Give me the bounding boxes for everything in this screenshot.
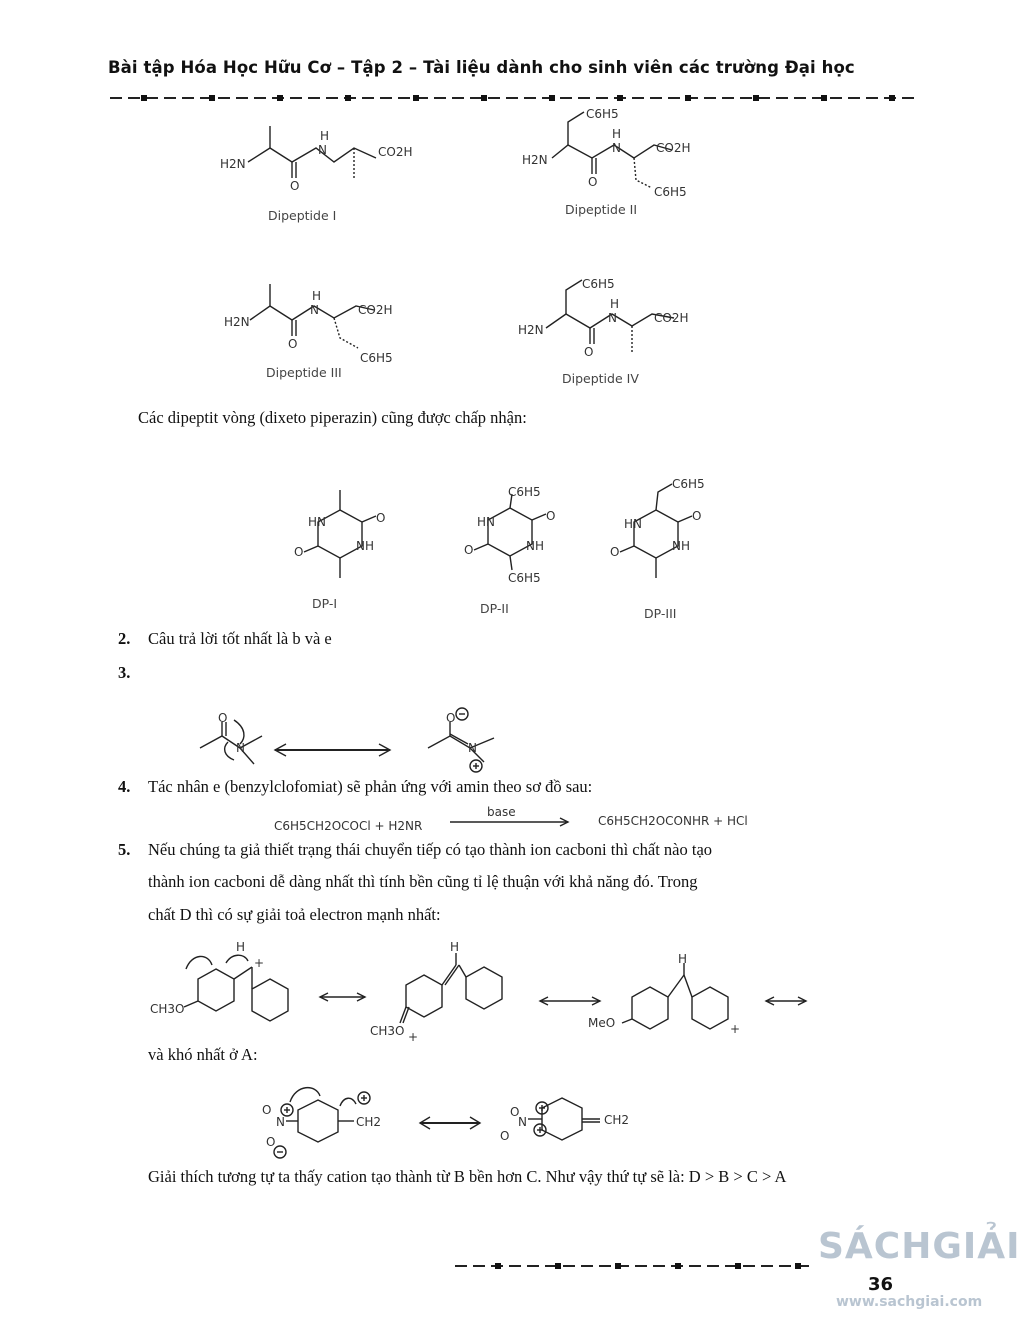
cyclic-intro-text: Các dipeptit vòng (dixeto piperazin) cũng được chấp nhận: xyxy=(138,408,527,427)
dp3-nh: H xyxy=(312,289,322,303)
dp-i-label: DP-I xyxy=(312,596,338,611)
q4-text: Tác nhân e (benzylclofomiat) sẽ phản ứng với amin theo sơ đồ sau: xyxy=(148,777,593,796)
dipeptide-ii-label: Dipeptide II xyxy=(565,202,638,217)
res2-ch3o: CH3O xyxy=(370,1024,405,1038)
dp1-acid: CO2H xyxy=(378,145,413,159)
amide-resonance-diagram xyxy=(0,700,1024,780)
dpii-phenyl-top: C6H5 xyxy=(508,485,541,499)
q5-line-1: Nếu chúng ta giả thiết trạng thái chuyển tiếp có tạo thành ion cacboni thì chất nào tạo xyxy=(148,840,713,859)
res1-plus: + xyxy=(254,956,265,970)
q3-number: 3. xyxy=(118,663,131,682)
nitro1-o-bottom: O xyxy=(266,1135,276,1149)
q4-condition: base xyxy=(487,805,516,819)
cation-resonance-diagram xyxy=(0,935,1024,1045)
res3-meo: MeO xyxy=(588,1016,616,1030)
dpiii-o-left: O xyxy=(610,545,620,559)
dp4-n: N xyxy=(608,311,617,325)
dp3-acid: CO2H xyxy=(358,303,393,317)
page-number: 36 xyxy=(868,1274,894,1295)
q5-line-2: thành ion cacboni dễ dàng nhất thì tính bền cũng tỉ lệ thuận với khả năng đó. Trong xyxy=(148,872,698,891)
dp2-amine: H2N xyxy=(522,153,548,167)
q4-reactants: C6H5CH2OCOCl + H2NR xyxy=(274,819,423,833)
dp2-phenyl-bottom: C6H5 xyxy=(654,185,687,199)
nitro1-o-top: O xyxy=(262,1103,272,1117)
cyclic-dipeptide-structures xyxy=(0,470,1024,620)
dpiii-o-right: O xyxy=(692,509,702,523)
nitro2-o-top: O xyxy=(510,1105,520,1119)
nitro1-ch2: CH2 xyxy=(356,1115,382,1129)
nitro2-n: N xyxy=(518,1115,527,1129)
dpii-o-left: O xyxy=(464,543,474,557)
dpii-hn: HN xyxy=(477,515,495,529)
q4-number: 4. xyxy=(118,777,131,796)
dipeptide-iii-label: Dipeptide III xyxy=(266,365,342,380)
dp3-o: O xyxy=(288,337,298,351)
dp-iii-label: DP-III xyxy=(644,606,677,620)
q4-products: C6H5CH2OCONHR + HCl xyxy=(598,814,748,828)
res1-ch3o: CH3O xyxy=(150,1002,185,1016)
dp-ii-label: DP-II xyxy=(480,601,509,616)
dp3-phenyl: C6H5 xyxy=(360,351,393,365)
dp4-phenyl: C6H5 xyxy=(582,277,615,291)
dipeptide-i-label: Dipeptide I xyxy=(268,208,337,223)
res2-h: H xyxy=(450,940,460,954)
dipeptide-structures xyxy=(0,100,1024,400)
q3-o-right: O xyxy=(446,711,456,725)
res3-plus: + xyxy=(730,1022,741,1036)
q3-n-right: N xyxy=(468,741,477,755)
q5-line-3: chất D thì có sự giải toả electron mạnh nhất: xyxy=(148,905,441,924)
dpi-nh: NH xyxy=(356,539,374,553)
dp2-acid: CO2H xyxy=(656,141,691,155)
res1-h: H xyxy=(236,940,246,954)
q3-o-left: O xyxy=(218,711,228,725)
dp4-amine: H2N xyxy=(518,323,544,337)
dpii-nh: NH xyxy=(526,539,544,553)
dp1-o: O xyxy=(290,179,300,193)
nitro-resonance-diagram xyxy=(0,1078,1024,1168)
res2-plus: + xyxy=(408,1030,419,1044)
dp4-nh: H xyxy=(610,297,620,311)
dp4-acid: CO2H xyxy=(654,311,689,325)
dipeptide-iv-label: Dipeptide IV xyxy=(562,371,639,386)
nitro1-n: N xyxy=(276,1115,285,1129)
dp1-n: N xyxy=(318,143,327,157)
dp2-n: N xyxy=(612,141,621,155)
page-header-title: Bài tập Hóa Học Hữu Cơ – Tập 2 – Tài liệu dành cho sinh viên các trường Đại học xyxy=(108,58,855,77)
res3-h: H xyxy=(678,952,688,966)
q5-number: 5. xyxy=(118,840,131,859)
dpi-hn: HN xyxy=(308,515,326,529)
dp3-amine: H2N xyxy=(224,315,250,329)
dpiii-nh: NH xyxy=(672,539,690,553)
dpiii-phenyl: C6H5 xyxy=(672,477,705,491)
watermark-url: www.sachgiai.com xyxy=(836,1294,983,1310)
dp4-o: O xyxy=(584,345,594,359)
q5-hardest-text: và khó nhất ở A: xyxy=(148,1045,258,1064)
q4-reaction-scheme xyxy=(0,800,1024,834)
dp2-o: O xyxy=(588,175,598,189)
watermark-brand: SÁCHGIẢI xyxy=(818,1226,1021,1267)
dp1-amine: H2N xyxy=(220,157,246,171)
dp3-n: N xyxy=(310,303,319,317)
q2-number: 2. xyxy=(118,629,131,648)
dp1-nh: H xyxy=(320,129,330,143)
dpii-o-right: O xyxy=(546,509,556,523)
q5-conclusion: Giải thích tương tự ta thấy cation tạo thành từ B bền hơn C. Như vậy thứ tự sẽ là: D > B > C > A xyxy=(148,1167,787,1186)
dpi-o-right: O xyxy=(376,511,386,525)
q2-answer: Câu trả lời tốt nhất là b và e xyxy=(148,629,332,648)
q3-n-left: N xyxy=(236,741,245,755)
dpi-o-left: O xyxy=(294,545,304,559)
dp2-nh: H xyxy=(612,127,622,141)
nitro2-ch2: CH2 xyxy=(604,1113,630,1127)
dpii-phenyl-bottom: C6H5 xyxy=(508,571,541,585)
dpiii-hn: HN xyxy=(624,517,642,531)
dp2-phenyl-top: C6H5 xyxy=(586,107,619,121)
nitro2-o-bottom: O xyxy=(500,1129,510,1143)
